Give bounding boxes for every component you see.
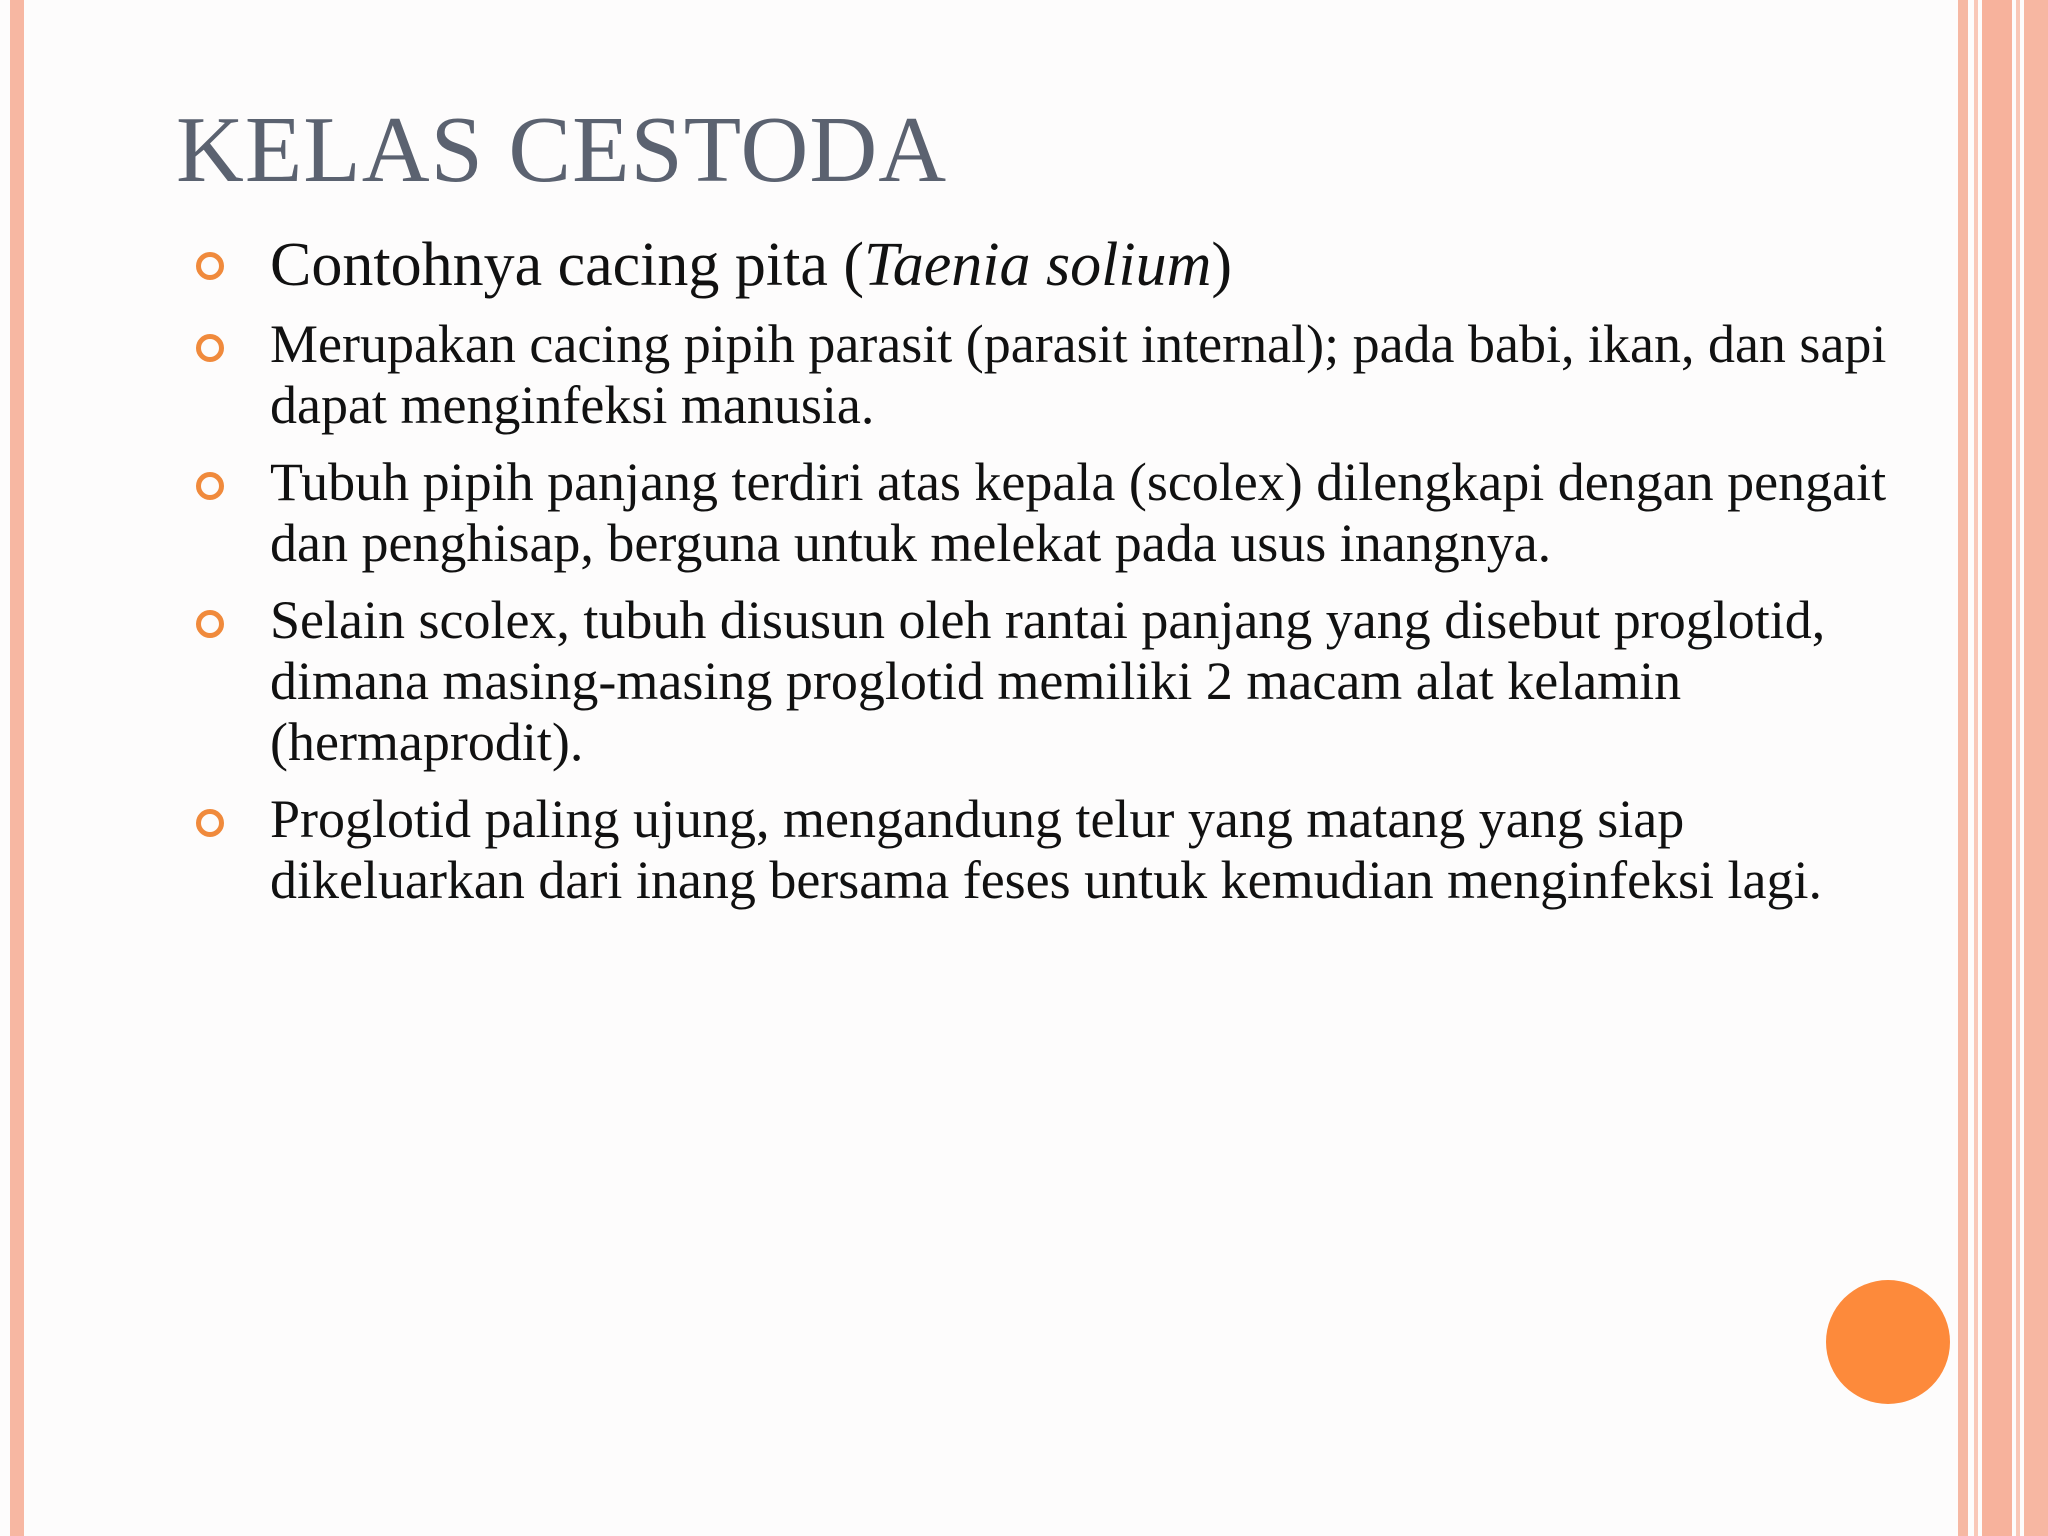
slide-title: KELAS CESTODA (176, 98, 948, 202)
bullet-item (196, 590, 1916, 773)
circle-bullet-icon (196, 334, 224, 362)
bullet-text: Proglotid paling ujung, mengandung telur yang matang yang siap dikeluarkan dari inang bersama feses untuk kemudian menginfeksi lagi. (270, 789, 1823, 910)
species-name: Taenia solium (864, 231, 1212, 299)
right-border-stripe (1974, 0, 1978, 1536)
left-border-stripe (10, 0, 24, 1536)
bullet-text: Tubuh pipih panjang terdiri atas kepala (scolex) dilengkapi dengan pengait dan penghisap, berguna untuk melekat pada usus inangnya. (270, 452, 1887, 573)
accent-circle-decoration (1826, 1280, 1950, 1404)
bullet-item (196, 314, 1916, 436)
bullet-text-before: Contohnya cacing pita ( (270, 231, 864, 299)
bullet-list (196, 226, 1916, 927)
bullet-text-after: ) (1211, 231, 1233, 299)
right-border-stripe (2024, 0, 2048, 1536)
circle-bullet-icon (196, 472, 224, 500)
circle-bullet-icon (196, 809, 224, 837)
circle-bullet-icon (196, 252, 224, 280)
bullet-item (196, 226, 1916, 304)
right-border-stripe (2016, 0, 2020, 1536)
bullet-item (196, 789, 1916, 911)
bullet-item (196, 452, 1916, 574)
right-border-stripe (1982, 0, 2012, 1536)
circle-bullet-icon (196, 610, 224, 638)
right-border-stripe (1958, 0, 1968, 1536)
bullet-text: Merupakan cacing pipih parasit (parasit internal); pada babi, ikan, dan sapi dapat menginfeksi manusia. (270, 314, 1887, 435)
bullet-text: Selain scolex, tubuh disusun oleh rantai panjang yang disebut proglotid, dimana masing-masing proglotid memiliki 2 macam alat kelamin (hermaprodit). (270, 590, 1826, 772)
